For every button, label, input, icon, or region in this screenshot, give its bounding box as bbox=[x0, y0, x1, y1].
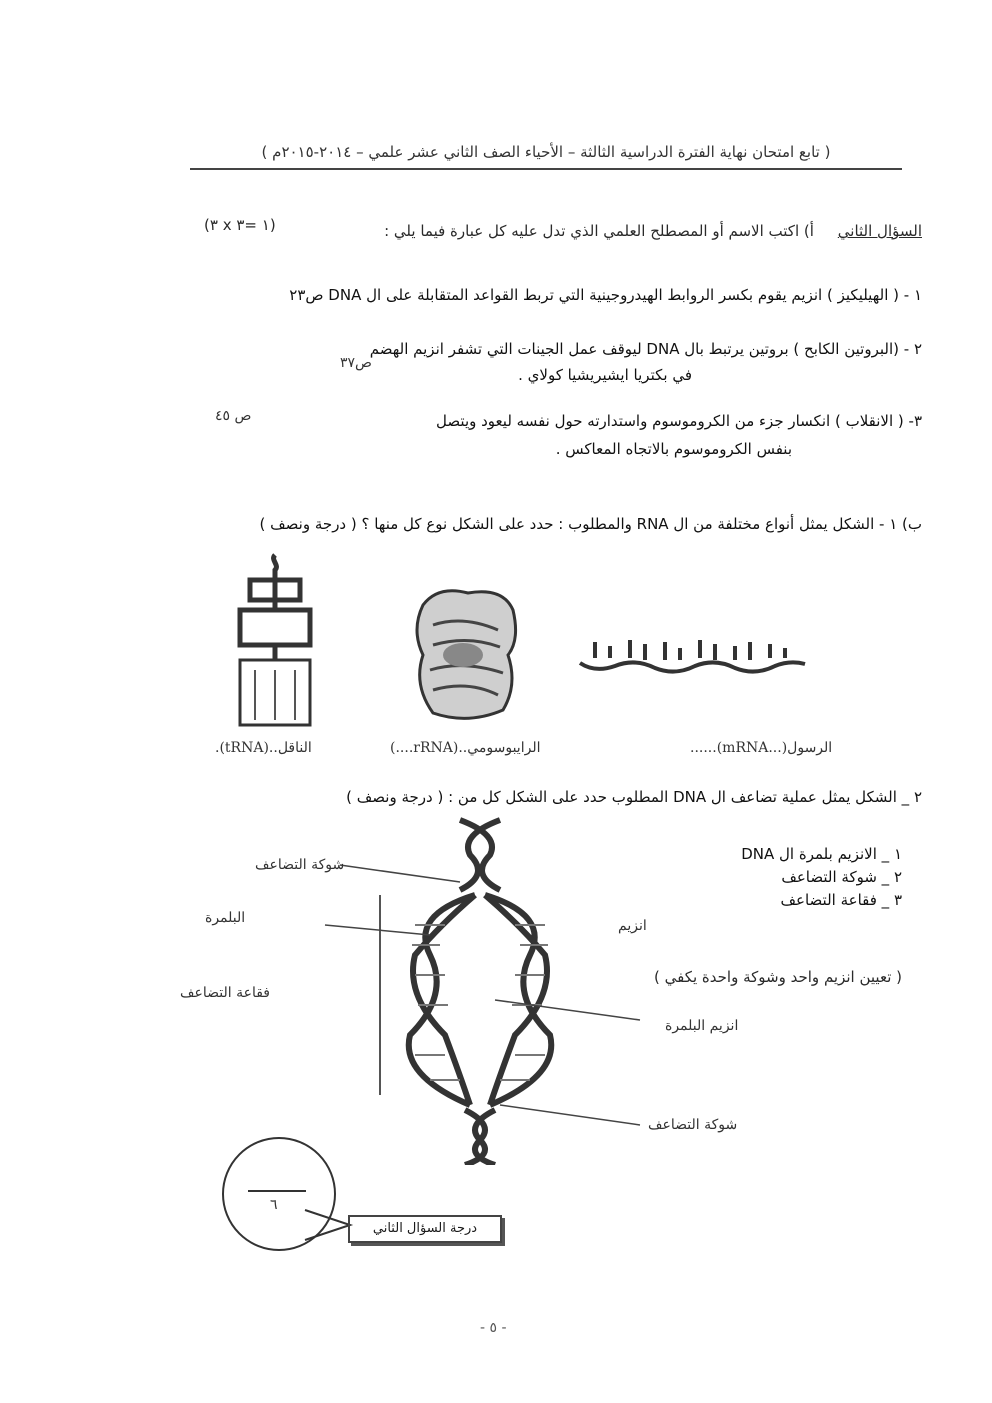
part-a-instruction: أ) اكتب الاسم أو المصطلح العلمي الذي تدل عليه كل عبارة فيما يلي : bbox=[384, 222, 814, 240]
page-number: - ٥ - bbox=[480, 1320, 507, 1336]
trna-label: الناقل..(tRNA). bbox=[215, 740, 312, 756]
b2-item-3: ٣ _ فقاعة التضاعف bbox=[780, 891, 902, 909]
b2-note: ( تعيين انزيم واحد وشوكة واحدة يكفي ) bbox=[653, 968, 902, 986]
rrna-label: الرايبوسومي..(rRNA....) bbox=[390, 740, 541, 756]
item-3-page-ref: ص ٤٥ bbox=[215, 408, 252, 424]
question-title: السؤال الثاني bbox=[837, 222, 922, 240]
part-a-marks: (٣ x ١ =٣) bbox=[204, 216, 276, 234]
label-enzyme: انزيم bbox=[618, 918, 647, 934]
item-2-page-ref: ص٣٧ bbox=[340, 355, 372, 371]
item-1: ١ - ( الهيليكيز ) انزيم يقوم بكسر الروابط الهيدروجينية التي تربط القواعد المتقابلة على ال DNA ص٢٣ bbox=[289, 286, 922, 304]
item-2-line-1: ٢ - (البروتين الكابح ) بروتين يرتبط بال DNA ليوقف عمل الجينات التي تشفر انزيم الهضم bbox=[369, 340, 922, 358]
label-polymerase-left: البلمرة bbox=[205, 910, 246, 926]
rrna-ribosome-figure bbox=[408, 585, 523, 725]
grade-box: درجة السؤال الثاني bbox=[348, 1215, 502, 1243]
item-2-line-2: في بكتريا ايشيريشيا كولاي . bbox=[518, 366, 692, 384]
item-3-line-2: بنفس الكروموسوم بالاتجاه المعاكس . bbox=[555, 440, 792, 458]
label-fork-top: شوكة التضاعف bbox=[255, 857, 345, 873]
trna-figure bbox=[230, 550, 320, 730]
b2-item-2: ٢ _ شوكة التضاعف bbox=[781, 868, 902, 886]
score-total: ٦ bbox=[270, 1197, 278, 1213]
part-b2-instruction: ٢ _ الشكل يمثل عملية تضاعف ال DNA المطلوب حدد على الشكل كل من : ( درجة ونصف ) bbox=[346, 788, 922, 806]
label-fork-bottom: شوكة التضاعف bbox=[648, 1117, 738, 1133]
mrna-figure bbox=[575, 628, 810, 683]
label-polymerase-enzyme: انزيم البلمرة bbox=[665, 1018, 739, 1034]
part-b1-instruction: ب) ١ - الشكل يمثل أنواع مختلفة من ال RNA والمطلوب : حدد على الشكل نوع كل منها ؟ ( درجة ونصف ) bbox=[259, 515, 922, 533]
question-2-title-row bbox=[202, 222, 922, 240]
score-fraction-line bbox=[248, 1190, 306, 1192]
item-3-line-1: ٣- ( الانقلاب ) انكسار جزء من الكروموسوم واستدارته حول نفسه ليعود ويتصل bbox=[436, 412, 922, 430]
header-divider bbox=[190, 168, 902, 170]
grade-pointer bbox=[300, 1195, 355, 1245]
mrna-label: الرسول(...mRNA)...... bbox=[690, 740, 833, 756]
exam-header: ( تابع امتحان نهاية الفترة الدراسية الثالثة – الأحياء الصف الثاني عشر علمي – ٢٠١٤-٢٠١٥م ) bbox=[261, 143, 831, 161]
label-bubble: فقاعة التضاعف bbox=[180, 985, 270, 1001]
b2-item-1: ١ _ الانزيم بلمرة ال DNA bbox=[741, 845, 902, 863]
diagram-leader-lines bbox=[250, 860, 650, 1140]
